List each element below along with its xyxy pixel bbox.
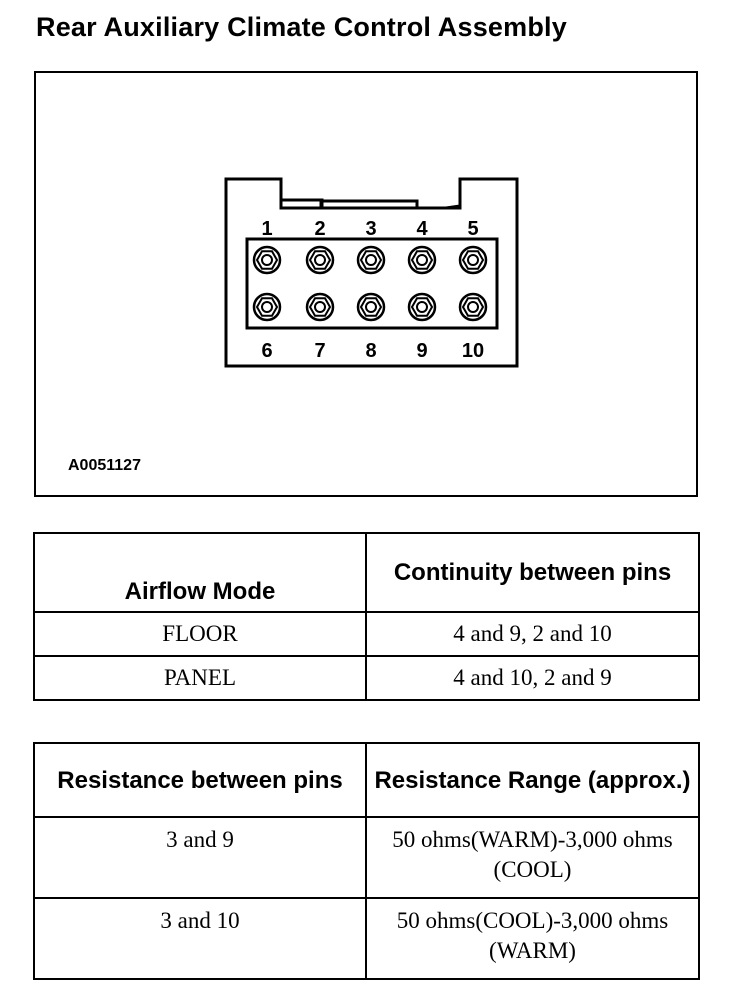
- cell-continuity: 4 and 9, 2 and 10: [366, 612, 699, 656]
- pin-1: [254, 247, 280, 273]
- pin-5: [460, 247, 486, 273]
- pin-label-2: 2: [314, 218, 326, 240]
- pin-label-8: 8: [365, 340, 377, 362]
- pin-3: [358, 247, 384, 273]
- pin-4: [409, 247, 435, 273]
- cell-mode: FLOOR: [34, 612, 366, 656]
- table-row: [34, 612, 699, 656]
- pin-8: [358, 294, 384, 320]
- pin-10: [460, 294, 486, 320]
- table-row: [34, 817, 699, 898]
- airflow-mode-table: [33, 532, 700, 701]
- page-title: Rear Auxiliary Climate Control Assembly: [36, 12, 567, 42]
- header-airflow-mode: Airflow Mode: [34, 533, 366, 612]
- pin-label-4: 4: [416, 218, 428, 240]
- header-resistance-range: Resistance Range (approx.): [366, 743, 699, 817]
- header-continuity: Continuity between pins: [366, 533, 699, 612]
- table-header-row: [34, 533, 699, 612]
- pin-6: [254, 294, 280, 320]
- connector-diagram: [36, 73, 696, 495]
- figure-id: A0051127: [68, 457, 141, 474]
- pin-label-5: 5: [467, 218, 479, 240]
- pin-label-3: 3: [365, 218, 377, 240]
- pin-label-1: 1: [261, 218, 273, 240]
- pin-field: [247, 239, 497, 328]
- cell-range: 50 ohms(WARM)-3,000 ohms (COOL): [366, 817, 699, 898]
- connector-latch: [226, 179, 517, 208]
- pin-label-7: 7: [314, 340, 326, 362]
- table-header-row: [34, 743, 699, 817]
- cell-pins: 3 and 9: [34, 817, 366, 898]
- connector-figure: [34, 71, 698, 497]
- pin-label-6: 6: [261, 340, 273, 362]
- cell-mode: PANEL: [34, 656, 366, 700]
- header-resistance-pins: Resistance between pins: [34, 743, 366, 817]
- cell-continuity: 4 and 10, 2 and 9: [366, 656, 699, 700]
- pin-2: [307, 247, 333, 273]
- pin-label-10: 10: [461, 340, 485, 362]
- resistance-table: [33, 742, 700, 980]
- cell-range: 50 ohms(COOL)-3,000 ohms (WARM): [366, 898, 699, 979]
- pin-label-9: 9: [416, 340, 428, 362]
- table-row: [34, 656, 699, 700]
- table-row: [34, 898, 699, 979]
- pin-9: [409, 294, 435, 320]
- cell-pins: 3 and 10: [34, 898, 366, 979]
- pin-7: [307, 294, 333, 320]
